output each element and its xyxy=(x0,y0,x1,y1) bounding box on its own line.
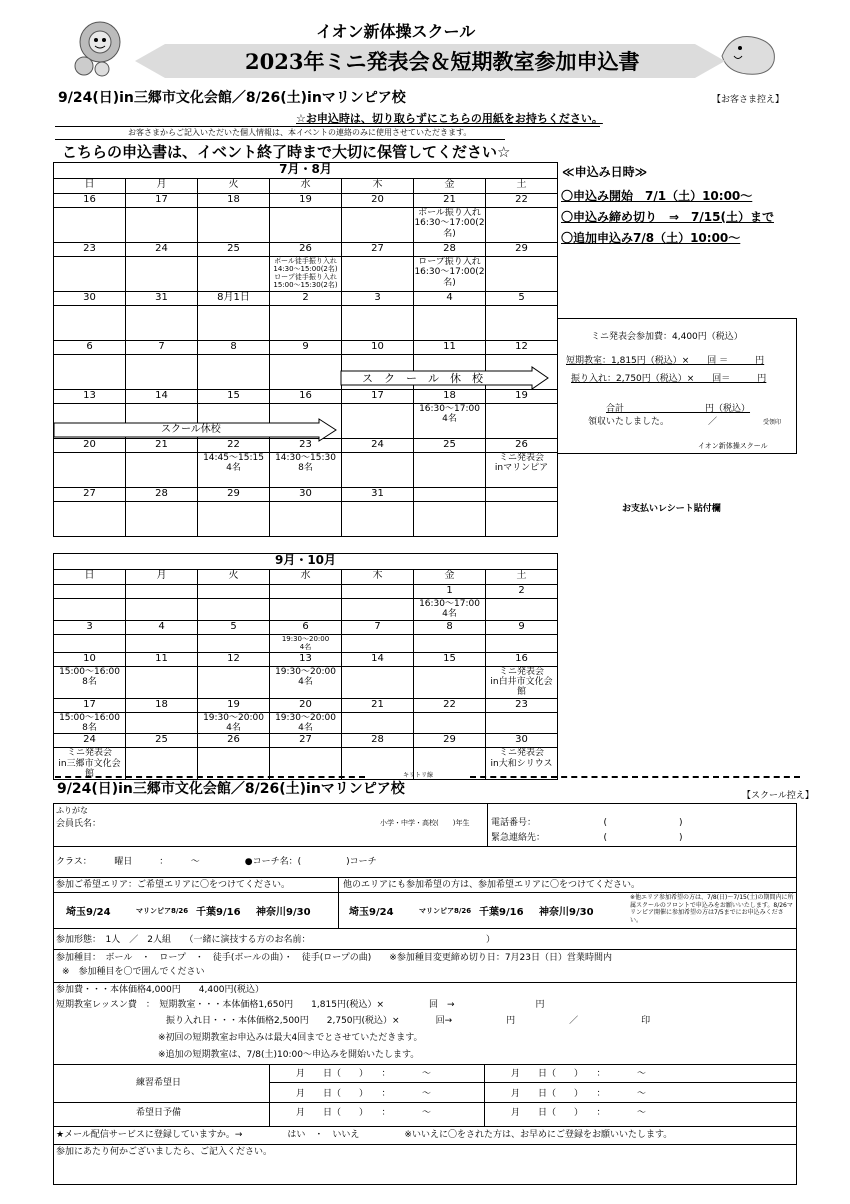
note-cell: 15:00～16:00 8名 xyxy=(54,666,126,698)
note-cell xyxy=(198,666,270,698)
date-cell: 18 xyxy=(198,194,270,208)
date-cell: 23 xyxy=(54,243,126,257)
date-cell: 21 xyxy=(342,698,414,712)
date-cell: 24 xyxy=(342,439,414,453)
fee-box xyxy=(557,318,797,454)
date-cell: 12 xyxy=(198,652,270,666)
date-cell: 15 xyxy=(414,652,486,666)
date-cell: 27 xyxy=(342,243,414,257)
date-cell: 18 xyxy=(126,698,198,712)
date-cell: 27 xyxy=(54,488,126,502)
note-cell xyxy=(270,599,342,621)
school-name: イオン新体操スクール xyxy=(316,22,476,41)
schedule-additional: 〇追加申込み7/8（土）10:00～ xyxy=(561,231,741,245)
fee-total: 合計 円（税込） xyxy=(606,404,751,414)
bring-note: ☆お申込時は、切り取らずにこちらの用紙をお持ちください。 xyxy=(296,112,603,125)
practice-label: 練習希望日 xyxy=(136,1078,182,1088)
date-cell: 20 xyxy=(270,698,342,712)
weekday-4: 木 xyxy=(342,179,414,194)
date-cell: 1 xyxy=(414,585,486,599)
fee-line-5: ※追加の短期教室は、7/8(土)10:00～申込みを開始いたします。 xyxy=(158,1050,420,1060)
school-copy-label: 【スクール控え】 xyxy=(742,791,814,801)
date-cell: 30 xyxy=(270,488,342,502)
note-cell xyxy=(198,208,270,243)
page-title: 2023年ミニ発表会＆短期教室参加申込書 xyxy=(245,49,640,74)
date-cell: 8 xyxy=(198,341,270,355)
note-cell xyxy=(486,502,558,537)
date-cell: 16 xyxy=(486,652,558,666)
date-cell: 28 xyxy=(414,243,486,257)
date-cell: 20 xyxy=(342,194,414,208)
application-form xyxy=(53,803,797,1185)
note-cell xyxy=(198,634,270,652)
weekday-1: 月 xyxy=(126,179,198,194)
area-option[interactable]: 神奈川9/30 xyxy=(539,907,594,918)
closure-arrow-aug xyxy=(340,366,550,390)
weekday-2: 火 xyxy=(198,570,270,585)
member-name-field[interactable]: 会員氏名： xyxy=(56,819,102,829)
form-type-field[interactable]: 参加形態： 1人 ／ 2人組 （一緒に演技する方のお名前： ） xyxy=(56,935,495,945)
note-cell: 16:30～17:00 4名 xyxy=(414,404,486,439)
fee-short: 短期教室：1,815円（税込）× 回 ＝ 円 xyxy=(566,356,765,366)
schedule-start: 〇申込み開始 7/1（土）10:00～ xyxy=(561,189,753,203)
date-cell: 29 xyxy=(414,734,486,748)
note-cell xyxy=(414,712,486,734)
date-cell: 7 xyxy=(126,341,198,355)
fee-roll: 振り入れ：2,750円（税込）× 回＝ 円 xyxy=(571,374,767,384)
area-heading-1: 参加ご希望エリア：ご希望エリアに〇をつけてください。 xyxy=(56,880,291,890)
note-cell xyxy=(126,208,198,243)
note-cell xyxy=(54,453,126,488)
date-cell: 18 xyxy=(414,390,486,404)
date-cell: 16 xyxy=(54,194,126,208)
sun-logo-icon xyxy=(62,14,132,84)
date-cell: 31 xyxy=(126,292,198,306)
note-cell xyxy=(54,257,126,292)
date-cell xyxy=(270,585,342,599)
area-heading-2: 他のエリアにも参加希望の方は、参加希望エリアに〇をつけてください。 xyxy=(343,880,641,890)
note-cell xyxy=(342,502,414,537)
note-cell xyxy=(342,306,414,341)
date-cell: 21 xyxy=(126,439,198,453)
date-cell xyxy=(342,585,414,599)
date-cell: 6 xyxy=(54,341,126,355)
schedule-heading: ≪申込み日時≫ xyxy=(562,165,648,179)
date-cell: 20 xyxy=(54,439,126,453)
date-cell: 25 xyxy=(126,734,198,748)
prelim-slot-1[interactable]: 月 日（ ） ： ～ xyxy=(296,1108,432,1118)
date-cell: 12 xyxy=(486,341,558,355)
fee-stamp: 受領印 xyxy=(763,419,782,426)
schedule-deadline: 〇申込み締め切り ⇒ 7/15(土）まで xyxy=(561,210,774,224)
date-cell: 13 xyxy=(54,390,126,404)
date-cell: 29 xyxy=(486,243,558,257)
note-cell xyxy=(54,306,126,341)
fee-line-1: 参加費・・・本体価格4,000円 4,400円(税込） xyxy=(56,985,265,995)
note-cell xyxy=(126,712,198,734)
area-note: ※他エリア参加希望の方は、7/8(日)～7/15(土)の期間内に所属スクールのフロントで申込みをお願いいたします。8/26マリンピア開催に参加希望の方は7/5までにお申込みください。 xyxy=(630,894,794,924)
date-cell: 25 xyxy=(198,243,270,257)
note-cell: ミニ発表会 in白井市文化会館 xyxy=(486,666,558,698)
date-cell: 23 xyxy=(486,698,558,712)
date-cell: 22 xyxy=(198,439,270,453)
date-cell: 10 xyxy=(342,341,414,355)
note-cell xyxy=(126,355,198,390)
customer-copy-label: 【お客さま控え】 xyxy=(712,95,785,105)
date-cell: 7 xyxy=(342,620,414,634)
note-cell xyxy=(486,634,558,652)
date-cell: 17 xyxy=(126,194,198,208)
note-cell xyxy=(486,208,558,243)
keep-note: こちらの申込書は、イベント終了時まで大切に保管してください☆ xyxy=(62,143,511,161)
venue-line: 9/24(日)in三郷市文化会館／8/26(土)inマリンピア校 xyxy=(58,90,406,106)
date-cell: 31 xyxy=(342,488,414,502)
area-option[interactable]: 千葉9/16 xyxy=(479,907,524,918)
class-field[interactable]: クラス： 曜日 ： ～ ●コーチ名：( )コーチ xyxy=(56,857,377,867)
cut-line-left xyxy=(55,776,365,778)
date-cell xyxy=(126,585,198,599)
fee-title: ミニ発表会参加費：4,400円（税込） xyxy=(591,332,743,342)
date-cell xyxy=(198,585,270,599)
weekday-2: 火 xyxy=(198,179,270,194)
fee-line-3[interactable]: 振り入れ日・・・本体価格2,500円 2,750円(税込）× 回→ 円 ／ 印 xyxy=(166,1016,651,1026)
date-cell: 10 xyxy=(54,652,126,666)
date-cell: 19 xyxy=(486,390,558,404)
date-cell: 22 xyxy=(486,194,558,208)
note-cell: 19:30～20:00 4名 xyxy=(270,712,342,734)
date-cell: 22 xyxy=(414,698,486,712)
date-cell xyxy=(414,488,486,502)
practice-slot-3[interactable]: 月 日（ ） ： ～ xyxy=(296,1089,432,1099)
note-cell xyxy=(126,502,198,537)
note-cell: 19:30～20:00 4名 xyxy=(270,634,342,652)
date-cell: 28 xyxy=(126,488,198,502)
date-cell: 13 xyxy=(270,652,342,666)
cut-label: キリトリ線 xyxy=(403,772,434,779)
practice-slot-1[interactable]: 月 日（ ） ： ～ xyxy=(296,1069,432,1079)
date-cell: 9 xyxy=(270,341,342,355)
date-cell: 23 xyxy=(270,439,342,453)
venue-line-2: 9/24(日)in三郷市文化会館／8/26(土)inマリンピア校 xyxy=(57,781,405,797)
note-cell xyxy=(414,634,486,652)
date-cell: 28 xyxy=(342,734,414,748)
note-cell: 14:45～15:15 4名 xyxy=(198,453,270,488)
prelim-slot-2[interactable]: 月 日（ ） ： ～ xyxy=(511,1108,647,1118)
area-option[interactable]: 埼玉9/24 xyxy=(66,907,111,918)
date-cell: 17 xyxy=(342,390,414,404)
weekday-3: 水 xyxy=(270,179,342,194)
note-cell: ボール徒手振り入れ 14:30～15:00(2名) ロープ徒手振り入れ 15:00～15:30(2名) xyxy=(270,257,342,292)
note-cell xyxy=(486,257,558,292)
fee-line-4: ※初回の短期教室お申込みは最大4回までとさせていただきます。 xyxy=(158,1033,423,1043)
date-cell: 19 xyxy=(198,698,270,712)
area-option[interactable]: 埼玉9/24 xyxy=(349,907,394,918)
note-cell xyxy=(198,355,270,390)
date-cell: 30 xyxy=(54,292,126,306)
cal2-title: 9月・10月 xyxy=(54,554,558,570)
note-cell xyxy=(414,666,486,698)
weekday-3: 水 xyxy=(270,570,342,585)
area-option[interactable]: マリンピア8/26 xyxy=(419,907,472,915)
weekday-4: 木 xyxy=(342,570,414,585)
weekday-0: 日 xyxy=(54,179,126,194)
fee-line-2[interactable]: 短期教室レッスン費 ： 短期教室・・・本体価格1,650円 1,815円(税込）× 回 → 円 xyxy=(56,1000,545,1010)
note-cell xyxy=(270,306,342,341)
note-cell xyxy=(270,208,342,243)
note-cell xyxy=(342,712,414,734)
date-cell: 24 xyxy=(54,734,126,748)
note-cell xyxy=(198,257,270,292)
prelim-label: 希望日予備 xyxy=(136,1108,182,1118)
closure-arrow-aug2 xyxy=(53,418,338,442)
note-cell xyxy=(486,599,558,621)
note-cell xyxy=(54,634,126,652)
events-note: ※ 参加種目を〇で囲んでください xyxy=(62,967,205,977)
date-cell: 29 xyxy=(198,488,270,502)
mail-service-field[interactable]: ★メール配信サービスに登録していますか。→ はい ・ いいえ ※いいえに〇をされた方は、お早めにご登録をお願いいたします。 xyxy=(56,1130,673,1140)
note-cell xyxy=(198,306,270,341)
fee-school: イオン新体操スクール xyxy=(698,442,768,450)
note-cell xyxy=(126,599,198,621)
date-cell: 27 xyxy=(270,734,342,748)
note-cell: ロープ振り入れ 16:30～17:00(2名) xyxy=(414,257,486,292)
receipt-area: お支払いレシート貼付欄 xyxy=(622,504,721,514)
note-cell xyxy=(54,502,126,537)
area-option[interactable]: 千葉9/16 xyxy=(196,907,241,918)
note-cell xyxy=(126,306,198,341)
date-cell: 24 xyxy=(126,243,198,257)
calendar-sep-oct xyxy=(53,553,558,780)
note-cell xyxy=(342,404,414,439)
date-cell xyxy=(486,488,558,502)
weekday-5: 金 xyxy=(414,570,486,585)
date-cell: 11 xyxy=(126,652,198,666)
calendar-jul-aug xyxy=(53,162,558,537)
phone-field[interactable]: 電話番号： ( ) xyxy=(491,818,683,828)
date-cell: 9 xyxy=(486,620,558,634)
note-cell xyxy=(414,453,486,488)
note-cell xyxy=(198,502,270,537)
closure-label-1: ス ク ー ル 休 校 xyxy=(362,372,483,385)
weekday-1: 月 xyxy=(126,570,198,585)
date-cell: 14 xyxy=(342,652,414,666)
weekday-6: 土 xyxy=(486,179,558,194)
cal1-title: 7月・8月 xyxy=(54,163,558,179)
date-cell: 26 xyxy=(270,243,342,257)
grade-field[interactable]: 小学・中学・高校( )年生 xyxy=(380,819,470,827)
date-cell: 4 xyxy=(126,620,198,634)
weekday-5: 金 xyxy=(414,179,486,194)
date-cell: 17 xyxy=(54,698,126,712)
area-option[interactable]: マリンピア8/26 xyxy=(136,907,189,915)
note-cell: 15:00～16:00 8名 xyxy=(54,712,126,734)
note-cell: 19:30～20:00 4名 xyxy=(198,712,270,734)
note-cell: 14:30～15:30 8名 xyxy=(270,453,342,488)
note-cell: ミニ発表会 in三郷市文化会館 xyxy=(54,748,126,780)
date-cell: 2 xyxy=(486,585,558,599)
date-cell: 2 xyxy=(270,292,342,306)
note-cell xyxy=(486,712,558,734)
closure-label-2: スクール休校 xyxy=(161,424,221,435)
note-cell xyxy=(342,666,414,698)
fee-slash: ／ xyxy=(708,417,718,427)
date-cell: 30 xyxy=(486,734,558,748)
note-cell xyxy=(414,306,486,341)
note-cell xyxy=(126,634,198,652)
note-cell xyxy=(342,634,414,652)
date-cell: 8 xyxy=(414,620,486,634)
comments-field[interactable]: 参加にあたり何かございましたら、ご記入ください。 xyxy=(56,1147,273,1157)
date-cell: 26 xyxy=(198,734,270,748)
note-cell xyxy=(54,599,126,621)
date-cell: 8月1日 xyxy=(198,292,270,306)
cut-line-right xyxy=(470,776,800,778)
note-cell xyxy=(342,453,414,488)
date-cell: 6 xyxy=(270,620,342,634)
date-cell: 11 xyxy=(414,341,486,355)
note-cell xyxy=(414,502,486,537)
practice-slot-4[interactable]: 月 日（ ） ： ～ xyxy=(511,1089,647,1099)
note-cell: ミニ発表会 inマリンピア xyxy=(486,453,558,488)
note-cell xyxy=(126,666,198,698)
date-cell: 5 xyxy=(486,292,558,306)
note-cell xyxy=(270,355,342,390)
privacy-note: お客さまからご記入いただいた個人情報は、本イベントの連絡のみに使用させていただきます。 xyxy=(128,128,472,137)
note-cell: 16:30～17:00 4名 xyxy=(414,599,486,621)
note-cell xyxy=(342,599,414,621)
note-cell xyxy=(54,355,126,390)
note-cell xyxy=(342,208,414,243)
note-cell xyxy=(54,208,126,243)
date-cell: 19 xyxy=(270,194,342,208)
emergency-field[interactable]: 緊急連絡先： ( ) xyxy=(491,833,683,843)
date-cell: 26 xyxy=(486,439,558,453)
date-cell: 16 xyxy=(270,390,342,404)
note-cell xyxy=(126,453,198,488)
furigana-label: ふりがな xyxy=(56,806,88,815)
practice-slot-2[interactable]: 月 日（ ） ： ～ xyxy=(511,1069,647,1079)
area-option[interactable]: 神奈川9/30 xyxy=(256,907,311,918)
weekday-0: 日 xyxy=(54,570,126,585)
note-cell xyxy=(486,404,558,439)
date-cell xyxy=(54,585,126,599)
events-field[interactable]: 参加種目： ボール ・ ロープ ・ 徒手(ボールの曲）・ 徒手(ロープの曲) ※参加種目変更締め切り日：7月23日（日）営業時間内 xyxy=(56,953,612,963)
date-cell: 3 xyxy=(54,620,126,634)
weekday-6: 土 xyxy=(486,570,558,585)
note-cell xyxy=(198,599,270,621)
date-cell: 3 xyxy=(342,292,414,306)
date-cell: 14 xyxy=(126,390,198,404)
note-cell: 19:30～20:00 4名 xyxy=(270,666,342,698)
note-cell xyxy=(342,257,414,292)
date-cell: 25 xyxy=(414,439,486,453)
note-cell: ボール振り入れ 16:30～17:00(2名) xyxy=(414,208,486,243)
date-cell: 4 xyxy=(414,292,486,306)
note-cell: ミニ発表会 in大和シリウス xyxy=(486,748,558,780)
date-cell: 15 xyxy=(198,390,270,404)
note-cell xyxy=(270,502,342,537)
note-cell xyxy=(126,257,198,292)
fee-received: 領収いたしました。 xyxy=(588,417,670,427)
note-cell xyxy=(486,306,558,341)
date-cell: 5 xyxy=(198,620,270,634)
date-cell: 21 xyxy=(414,194,486,208)
